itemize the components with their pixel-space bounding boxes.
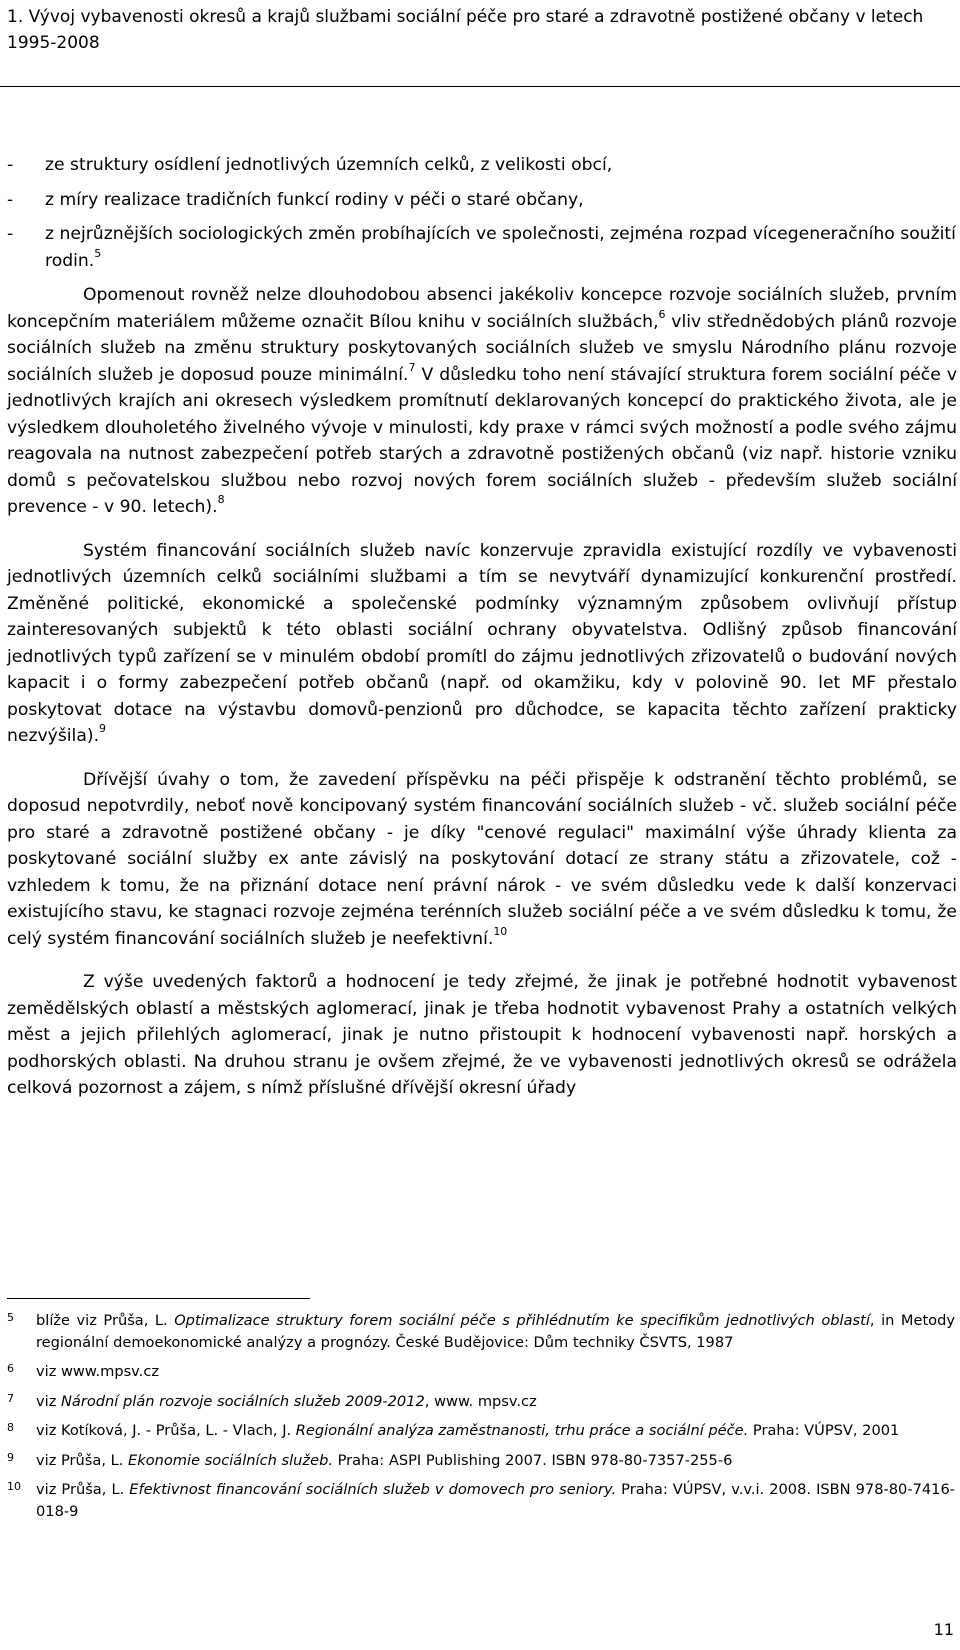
footnote-title: Národní plán rozvoje sociálních služeb 2009-2012 <box>61 1392 425 1410</box>
footnote-divider <box>7 1298 310 1299</box>
bullet-text: z míry realizace tradičních funkcí rodiny v péči o staré občany, <box>45 189 584 210</box>
footnote-number: 9 <box>7 1450 14 1464</box>
footnote <box>7 1450 955 1472</box>
footnotes <box>7 1310 955 1530</box>
footnote <box>7 1479 955 1522</box>
footnote-title: Regionální analýza zaměstnanosti, trhu práce a sociální péče. <box>295 1422 749 1439</box>
footnote-ref[interactable]: 9 <box>99 722 107 736</box>
paragraph-text: Systém financování sociálních služeb navíc konzervuje zpravidla existující rozdíly ve vybavenosti jednotlivých územních celků sociálními službami a tím se nevytváří dynamizující konkurenční prostředí. Změněné politické, ekonomické a společenské podmínky významným způsobem ovlivňují přístup zainteresovaných subjektů k této oblasti sociální ochrany obyvatelstva. Odlišný způsob financování jednotlivých typů zařízení se v minulém období promítl do zájmu jednotlivých zřizovatelů o budování nových kapacit i o formy zabezpečení potřeb občanů (např. od okamžiku, kdy v polovině 90. let MF přestalo poskytovat dotace na výstavbu domovů-penzionů pro důchodce, se kapacita těchto zařízení prakticky nezvýšila). <box>7 540 957 746</box>
paragraph <box>7 282 957 521</box>
footnote-ref[interactable]: 7 <box>408 360 416 374</box>
footnote-text <box>36 1310 955 1353</box>
paragraph-text: V důsledku toho není stávající struktura forem sociální péče v jednotlivých krajích ani okresech výsledkem promítnutí deklarovaných koncepcí do praktického života, ale je výsledkem dlouholetého živelného vývoje v minulosti, kdy praxe v rámci svých možností a podle svého zájmu reagovala na nutnost zabezpečení potřeb starých a zdravotně postižených občanů (viz např. historie vzniku domů s pečovatelskou službou nebo rozvoj nových forem sociálních služeb - především služeb sociální prevence - v 90. letech). <box>7 364 957 517</box>
list-item <box>7 221 957 274</box>
footnote-number: 8 <box>7 1421 14 1434</box>
footnote-title: Efektivnost financování sociálních služeb v domovech pro seniory. <box>129 1481 617 1498</box>
footnote-text-plain: viz www.mpsv.cz <box>36 1363 160 1380</box>
footnote-text <box>36 1420 955 1442</box>
header-divider <box>0 86 960 87</box>
bullet-text-with-ref <box>45 221 957 274</box>
footnote-number: 6 <box>7 1362 14 1375</box>
footnote <box>7 1420 955 1442</box>
footnote-text-plain: , www. mpsv.cz <box>424 1392 537 1410</box>
footnote-ref[interactable]: 5 <box>94 246 102 260</box>
bullet-dash: - <box>7 189 14 210</box>
paragraph <box>7 767 957 953</box>
paragraph-text: Z výše uvedených faktorů a hodnocení je tedy zřejmé, že jinak je potřebné hodnotit vybavenost zemědělských oblastí a městských aglomerací, jinak je třeba hodnotit vybavenost Prahy a ostatních velkých měst a jejich přilehlých aglomerací, jinak je nutno přistoupit k hodnocení vybavenosti např. horských a podhorských oblasti. Na druhou stranu je ovšem zřejmé, že ve vybavenosti jednotlivých okresů se odrážela celková pozornost a zájem, s nímž příslušné dřívější okresní úřady <box>7 972 957 1098</box>
footnote-title: Ekonomie sociálních služeb. <box>128 1451 333 1469</box>
list-item <box>7 187 957 214</box>
footnote <box>7 1361 955 1383</box>
footnote-text <box>36 1361 955 1383</box>
footnote-ref[interactable]: 6 <box>658 307 666 321</box>
footnote-title: Optimalizace struktury forem sociální péče s přihlédnutím ke specifikům jednotlivých oblastí <box>174 1312 870 1329</box>
footnote-text-plain: , in Metody regionální demoekonomické analýzy a prognózy. České Budějovice: Dům techniky ČSVTS, 1987 <box>36 1312 956 1351</box>
footnote-text <box>36 1450 955 1472</box>
bullet-dash: - <box>7 224 14 244</box>
footnote-ref[interactable]: 10 <box>493 924 508 938</box>
running-header <box>7 4 951 56</box>
footnote <box>7 1310 955 1353</box>
footnote-text-plain: viz Kotíková, J. - Průša, L. - Vlach, J. <box>36 1422 296 1439</box>
paragraph-text: Dřívější úvahy o tom, že zavedení příspěvku na péči přispěje k odstranění těchto problémů, se doposud nepotvrdily, neboť nově koncipovaný systém financování sociálních služeb - vč. služeb sociální péče pro staré a zdravotně postižené občany - je díky "cenové regulaci" maximální výše úhrady klienta za poskytované sociální služby ex ante závislý na poskytování dotací ze strany státu a zřizovatele, což - vzhledem k tomu, že na přiznání dotace není právní nárok - ve svém důsledku vede k další konzervaci existujícího stavu, ke stagnaci rozvoje zejména terénních služeb sociální péče a ve svém důsledku k tomu, že celý systém financování sociálních služeb je neefektivní. <box>7 769 957 949</box>
bullet-text: z nejrůznějších sociologických změn probíhajících ve společnosti, zejména rozpad vícegeneračního soužití rodin. <box>45 224 956 271</box>
footnote-text-plain: Praha: ASPI Publishing 2007. ISBN 978-80-7357-255-6 <box>332 1451 733 1469</box>
list-item <box>7 152 957 179</box>
footnote-number: 5 <box>7 1311 14 1324</box>
footnote-text-plain: Praha: VÚPSV, 2001 <box>748 1422 900 1439</box>
footnote-number: 10 <box>7 1480 21 1493</box>
paragraph <box>7 538 957 750</box>
page-number: 11 <box>933 1620 954 1639</box>
footnote-text <box>36 1391 955 1413</box>
footnote-text-plain: Praha: VÚPSV, v.v.i. 2008. ISBN 978-80-7416-018-9 <box>36 1481 955 1520</box>
footnote-text-plain: viz Průša, L. <box>36 1481 130 1498</box>
bullet-list <box>7 152 957 274</box>
footnote <box>7 1391 955 1413</box>
footnote-text-plain: viz Průša, L. <box>36 1451 129 1469</box>
paragraph-text: vliv střednědobých plánů rozvoje sociálních služeb na změnu struktury poskytovaných sociálních služeb ve smyslu Národního plánu rozvoje sociálních služeb je doposud pouze minimální. <box>7 311 957 385</box>
paragraph-text: Opomenout rovněž nelze dlouhodobou absenci jakékoliv koncepce rozvoje sociálních služeb, prvním koncepčním materiálem můžeme označit Bílou knihu v sociálních službách, <box>7 285 957 332</box>
header-title: 1. Vývoj vybavenosti okresů a krajů službami sociální péče pro staré a zdravotně postižené občany v letech 1995-2008 <box>7 7 924 53</box>
footnote-ref[interactable]: 8 <box>217 493 225 507</box>
bullet-dash: - <box>7 155 14 175</box>
paragraph <box>7 969 957 1102</box>
bullet-text: ze struktury osídlení jednotlivých územních celků, z velikosti obcí, <box>45 155 613 175</box>
footnote-text-plain: blíže viz Průša, L. <box>36 1312 175 1329</box>
footnote-text-plain: viz <box>36 1392 61 1410</box>
document-body <box>7 152 957 1119</box>
footnote-number: 7 <box>7 1391 14 1405</box>
footnote-text <box>36 1479 955 1522</box>
